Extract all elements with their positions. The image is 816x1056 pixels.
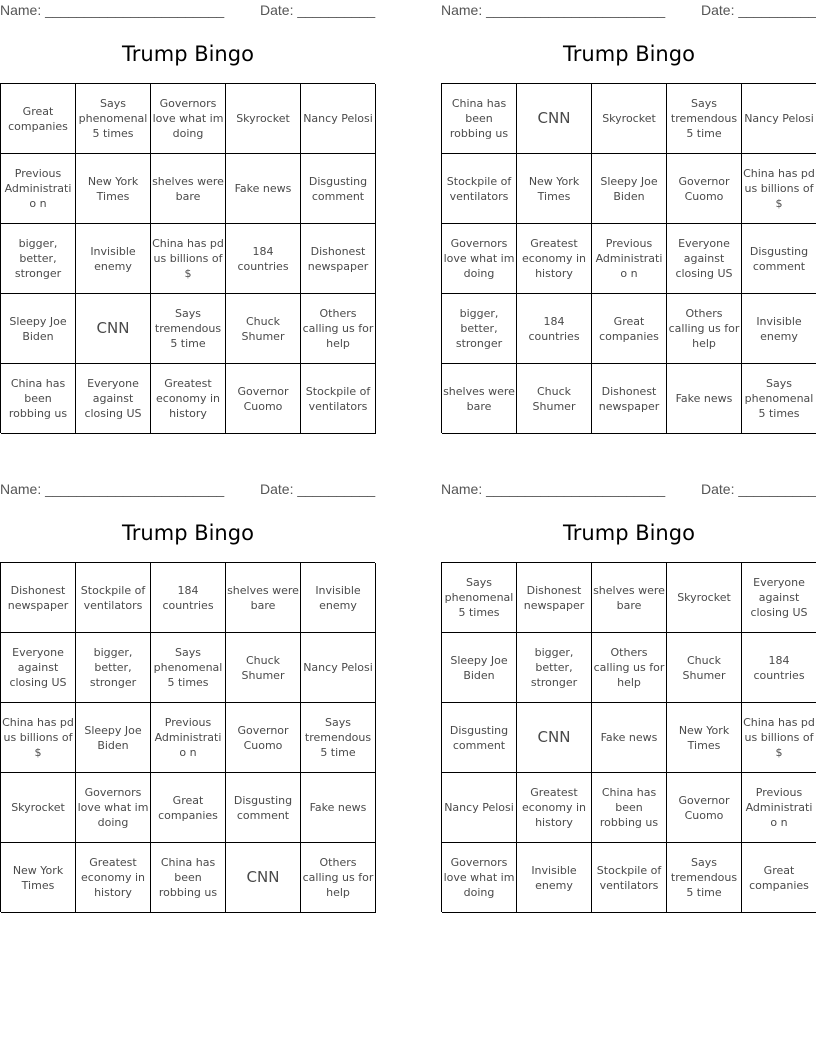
card-title: Trump Bingo bbox=[563, 42, 695, 66]
bingo-cell[interactable]: CNN bbox=[76, 294, 151, 364]
bingo-cell[interactable]: Nancy Pelosi bbox=[301, 84, 376, 154]
bingo-cell[interactable]: Disgusting comment bbox=[742, 224, 816, 294]
bingo-cell[interactable]: Governor Cuomo bbox=[226, 364, 301, 434]
bingo-cell[interactable]: China has pd us billions of $ bbox=[742, 703, 816, 773]
bingo-cell[interactable]: Everyone against closing US bbox=[1, 633, 76, 703]
bingo-cell[interactable]: Invisible enemy bbox=[517, 843, 592, 913]
bingo-cell[interactable]: Chuck Shumer bbox=[226, 633, 301, 703]
bingo-cell[interactable]: Says tremendous 5 time bbox=[667, 84, 742, 154]
bingo-cell[interactable]: New York Times bbox=[517, 154, 592, 224]
bingo-cell[interactable]: Skyrocket bbox=[1, 773, 76, 843]
bingo-cell[interactable]: Says phenomenal 5 times bbox=[742, 364, 816, 434]
bingo-cell[interactable]: Invisible enemy bbox=[76, 224, 151, 294]
name-field[interactable]: Name: _______________________ bbox=[0, 481, 225, 497]
bingo-cell[interactable]: Great companies bbox=[592, 294, 667, 364]
card-title: Trump Bingo bbox=[563, 521, 695, 545]
bingo-grid bbox=[441, 83, 816, 433]
bingo-cell[interactable]: Says phenomenal 5 times bbox=[442, 563, 517, 633]
bingo-cell[interactable]: Governors love what im doing bbox=[442, 843, 517, 913]
bingo-cell[interactable]: Governor Cuomo bbox=[226, 703, 301, 773]
bingo-cell[interactable]: Says tremendous 5 time bbox=[301, 703, 376, 773]
bingo-cell[interactable]: Chuck Shumer bbox=[226, 294, 301, 364]
bingo-cell[interactable]: Sleepy Joe Biden bbox=[442, 633, 517, 703]
bingo-cell[interactable]: Nancy Pelosi bbox=[301, 633, 376, 703]
bingo-cell[interactable]: Previous Administratio n bbox=[1, 154, 76, 224]
bingo-cell[interactable]: Fake news bbox=[592, 703, 667, 773]
bingo-cell[interactable]: bigger, better, stronger bbox=[517, 633, 592, 703]
bingo-card bbox=[0, 479, 376, 919]
bingo-card bbox=[441, 0, 816, 440]
bingo-cell[interactable]: Disgusting comment bbox=[442, 703, 517, 773]
bingo-cell[interactable]: Dishonest newspaper bbox=[517, 563, 592, 633]
name-field[interactable]: Name: _______________________ bbox=[441, 481, 666, 497]
bingo-cell[interactable]: bigger, better, stronger bbox=[1, 224, 76, 294]
bingo-cell[interactable]: Dishonest newspaper bbox=[1, 563, 76, 633]
bingo-cell[interactable]: 184 countries bbox=[517, 294, 592, 364]
bingo-cell[interactable]: 184 countries bbox=[151, 563, 226, 633]
date-field[interactable]: Date: __________ bbox=[701, 481, 816, 497]
bingo-cell[interactable]: Governor Cuomo bbox=[667, 773, 742, 843]
bingo-cell[interactable]: Stockpile of ventilators bbox=[442, 154, 517, 224]
bingo-cell[interactable]: Others calling us for help bbox=[592, 633, 667, 703]
bingo-cell[interactable]: Disgusting comment bbox=[226, 773, 301, 843]
bingo-cell[interactable]: Says phenomenal 5 times bbox=[151, 633, 226, 703]
bingo-cell[interactable]: Stockpile of ventilators bbox=[592, 843, 667, 913]
bingo-cell[interactable]: Previous Administratio n bbox=[592, 224, 667, 294]
bingo-cell[interactable]: Fake news bbox=[226, 154, 301, 224]
date-field[interactable]: Date: __________ bbox=[260, 2, 376, 18]
bingo-cell[interactable]: Great companies bbox=[151, 773, 226, 843]
card-title: Trump Bingo bbox=[122, 521, 254, 545]
bingo-cell[interactable]: bigger, better, stronger bbox=[76, 633, 151, 703]
bingo-cell[interactable]: China has pd us billions of $ bbox=[151, 224, 226, 294]
bingo-cell[interactable]: Says tremendous 5 time bbox=[151, 294, 226, 364]
bingo-cell[interactable]: China has been robbing us bbox=[151, 843, 226, 913]
bingo-cell[interactable]: Sleepy Joe Biden bbox=[1, 294, 76, 364]
bingo-cell[interactable]: Says tremendous 5 time bbox=[667, 843, 742, 913]
bingo-cell[interactable]: Governor Cuomo bbox=[667, 154, 742, 224]
name-field[interactable]: Name: _______________________ bbox=[441, 2, 666, 18]
bingo-cell[interactable]: China has pd us billions of $ bbox=[1, 703, 76, 773]
card-title: Trump Bingo bbox=[122, 42, 254, 66]
bingo-cell[interactable]: Nancy Pelosi bbox=[442, 773, 517, 843]
bingo-cell[interactable]: shelves were bare bbox=[442, 364, 517, 434]
bingo-cell[interactable]: Greatest economy in history bbox=[517, 773, 592, 843]
bingo-cell[interactable]: CNN bbox=[226, 843, 301, 913]
bingo-cell[interactable]: Governors love what im doing bbox=[151, 84, 226, 154]
bingo-cell[interactable]: Fake news bbox=[667, 364, 742, 434]
bingo-cell[interactable]: Fake news bbox=[301, 773, 376, 843]
bingo-cell[interactable]: 184 countries bbox=[742, 633, 816, 703]
bingo-cell[interactable]: Everyone against closing US bbox=[742, 563, 816, 633]
bingo-cell[interactable]: Others calling us for help bbox=[667, 294, 742, 364]
bingo-cell[interactable]: China has been robbing us bbox=[442, 84, 517, 154]
bingo-cell[interactable]: Chuck Shumer bbox=[517, 364, 592, 434]
bingo-cell[interactable]: Nancy Pelosi bbox=[742, 84, 816, 154]
bingo-card bbox=[441, 479, 816, 919]
bingo-cell[interactable]: Others calling us for help bbox=[301, 843, 376, 913]
bingo-cell[interactable]: Skyrocket bbox=[226, 84, 301, 154]
bingo-cell[interactable]: Great companies bbox=[742, 843, 816, 913]
bingo-cell[interactable]: 184 countries bbox=[226, 224, 301, 294]
bingo-cell[interactable]: Disgusting comment bbox=[301, 154, 376, 224]
bingo-cell[interactable]: Stockpile of ventilators bbox=[301, 364, 376, 434]
bingo-cell[interactable]: Everyone against closing US bbox=[76, 364, 151, 434]
date-field[interactable]: Date: __________ bbox=[260, 481, 376, 497]
bingo-cell[interactable]: Great companies bbox=[1, 84, 76, 154]
bingo-cell[interactable]: Invisible enemy bbox=[301, 563, 376, 633]
bingo-cell[interactable]: Governors love what im doing bbox=[442, 224, 517, 294]
bingo-cell[interactable]: Dishonest newspaper bbox=[301, 224, 376, 294]
bingo-cell[interactable]: China has been robbing us bbox=[1, 364, 76, 434]
bingo-cell[interactable]: bigger, better, stronger bbox=[442, 294, 517, 364]
bingo-cell[interactable]: Previous Administratio n bbox=[742, 773, 816, 843]
bingo-cell[interactable]: China has pd us billions of $ bbox=[742, 154, 816, 224]
bingo-cell[interactable]: Everyone against closing US bbox=[667, 224, 742, 294]
bingo-cell[interactable]: New York Times bbox=[76, 154, 151, 224]
name-field[interactable]: Name: _______________________ bbox=[0, 2, 225, 18]
bingo-cell[interactable]: Greatest economy in history bbox=[76, 843, 151, 913]
bingo-cell[interactable]: Dishonest newspaper bbox=[592, 364, 667, 434]
bingo-cell[interactable]: Others calling us for help bbox=[301, 294, 376, 364]
bingo-cell[interactable]: Governors love what im doing bbox=[76, 773, 151, 843]
bingo-cell[interactable]: Stockpile of ventilators bbox=[76, 563, 151, 633]
bingo-cell[interactable]: Greatest economy in history bbox=[151, 364, 226, 434]
bingo-cell[interactable]: Sleepy Joe Biden bbox=[592, 154, 667, 224]
bingo-cell[interactable]: Skyrocket bbox=[667, 563, 742, 633]
bingo-card bbox=[0, 0, 376, 440]
bingo-cell[interactable]: New York Times bbox=[1, 843, 76, 913]
bingo-cell[interactable]: Greatest economy in history bbox=[517, 224, 592, 294]
bingo-cell[interactable]: New York Times bbox=[667, 703, 742, 773]
bingo-grid bbox=[0, 562, 375, 912]
bingo-cell[interactable]: CNN bbox=[517, 84, 592, 154]
bingo-cell[interactable]: China has been robbing us bbox=[592, 773, 667, 843]
bingo-cell[interactable]: Chuck Shumer bbox=[667, 633, 742, 703]
bingo-cell[interactable]: Previous Administratio n bbox=[151, 703, 226, 773]
bingo-cell[interactable]: Invisible enemy bbox=[742, 294, 816, 364]
bingo-grid bbox=[441, 562, 816, 912]
bingo-cell[interactable]: Skyrocket bbox=[592, 84, 667, 154]
bingo-cell[interactable]: Says phenomenal 5 times bbox=[76, 84, 151, 154]
date-field[interactable]: Date: __________ bbox=[701, 2, 816, 18]
bingo-cell[interactable]: Sleepy Joe Biden bbox=[76, 703, 151, 773]
bingo-cell[interactable]: shelves were bare bbox=[151, 154, 226, 224]
bingo-grid bbox=[0, 83, 375, 433]
bingo-cell[interactable]: CNN bbox=[517, 703, 592, 773]
bingo-cell[interactable]: shelves were bare bbox=[226, 563, 301, 633]
bingo-cell[interactable]: shelves were bare bbox=[592, 563, 667, 633]
